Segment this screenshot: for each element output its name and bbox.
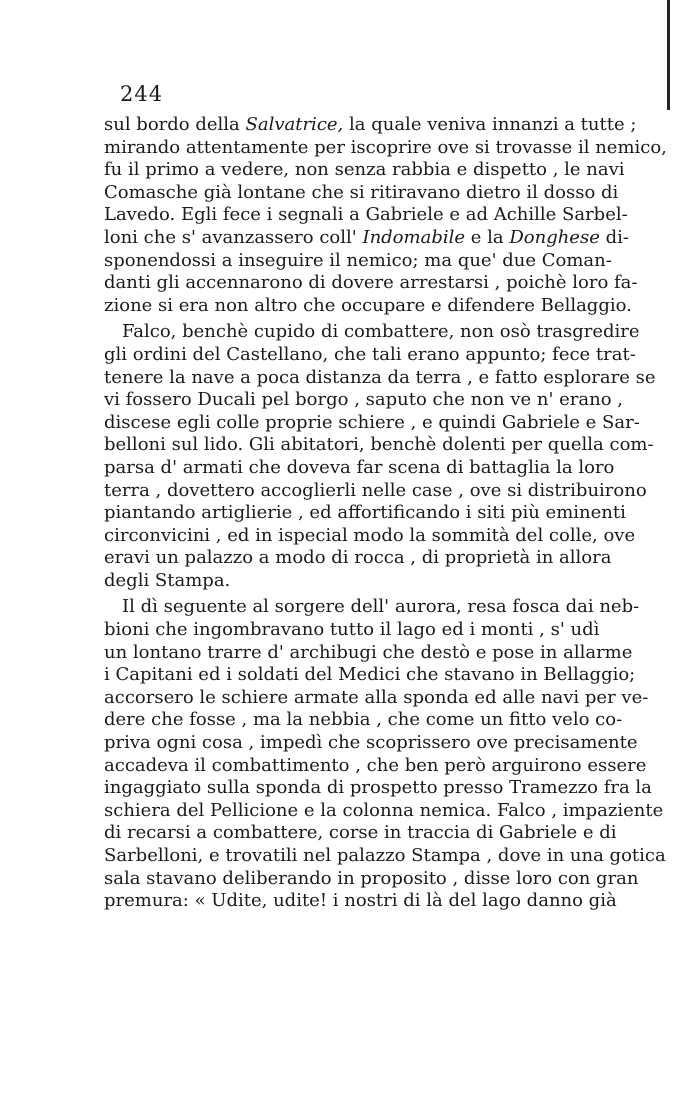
text-line: accorsero le schiere armate alla sponda ed alle navi per ve- xyxy=(104,686,649,708)
text-line: terra , dovettero accoglierli nelle case , ove si distribuirono xyxy=(104,479,647,501)
italic-ship-name: Salvatrice, xyxy=(245,114,344,135)
text-line: accadeva il combattimento , che ben però arguirono essere xyxy=(104,754,647,776)
text-line: sala stavano deliberando in proposito , disse loro con gran xyxy=(104,867,639,889)
text-line: danti gli accennarono di dovere arrestarsi , poichè loro fa- xyxy=(104,272,638,294)
text-line: belloni sul lido. Gli abitatori, benchè dolenti per quella com- xyxy=(104,434,654,456)
text-line: schiera del Pellicione e la colonna nemica. Falco , impaziente xyxy=(104,799,664,821)
text-line: Comasche già lontane che si ritiravano dietro il dosso di xyxy=(104,181,619,203)
text-line: ingaggiato sulla sponda di prospetto presso Tramezzo fra la xyxy=(104,777,652,799)
text-line: zione si era non altro che occupare e difendere Bellaggio. xyxy=(104,294,632,316)
page-number: 244 xyxy=(120,82,164,106)
text-line: parsa d' armati che doveva far scena di battaglia la loro xyxy=(104,456,615,478)
text-line: tenere la nave a poca distanza da terra , e fatto esplorare se xyxy=(104,366,656,388)
text-line: un lontano trarre d' archibugi che destò e pose in allarme xyxy=(104,641,633,663)
text-line: sponendossi a inseguire il nemico; ma que' due Coman- xyxy=(104,249,612,271)
text-line: di recarsi a combattere, corse in traccia di Gabriele e di xyxy=(104,822,617,844)
text-line: priva ogni cosa , impedì che scoprissero ove precisamente xyxy=(104,732,638,754)
text-line: fu il primo a vedere, non senza rabbia e dispetto , le navi xyxy=(104,159,625,181)
text-line: mirando attentamente per iscoprire ove si trovasse il nemico, xyxy=(104,136,667,158)
text-line: degli Stampa. xyxy=(104,569,231,591)
italic-ship-name: Indomabile xyxy=(362,226,466,248)
text-line: premura: « Udite, udite! i nostri di là del lago danno già xyxy=(104,890,617,912)
text-line: i Capitani ed i soldati del Medici che stavano in Bellaggio; xyxy=(104,664,636,686)
text-line: bioni che ingombravano tutto il lago ed i monti , s' udì xyxy=(104,619,600,641)
text-line: circonvicini , ed in ispecial modo la sommità del colle, ove xyxy=(104,524,636,546)
text-line: eravi un palazzo a modo di rocca , di proprietà in allora xyxy=(104,547,612,569)
paragraph-start-line: Il dì seguente al sorgere dell' aurora, resa fosca dai neb- xyxy=(122,596,640,618)
text-line: sul bordo della Salvatrice, la quale veniva innanzi a tutte ; xyxy=(104,114,637,135)
text-line: Sarbelloni, e trovatili nel palazzo Stampa , dove in una gotica xyxy=(104,845,666,866)
text-line: Lavedo. Egli fece i segnali a Gabriele e ad Achille Sarbel- xyxy=(104,204,628,226)
body-text xyxy=(104,114,667,913)
text-line: discese egli colle proprie schiere , e quindi Gabriele e Sar- xyxy=(104,411,640,433)
text-line: gli ordini del Castellano, che tali erano appunto; fece trat- xyxy=(104,343,636,365)
italic-ship-name: Donghese xyxy=(509,226,600,248)
text-line: dere che fosse , ma la nebbia , che come un fitto velo co- xyxy=(104,709,623,731)
text-line: vi fossero Ducali pel borgo , saputo che non ve n' erano , xyxy=(104,389,623,411)
paragraph-start-line: Falco, benchè cupido di combattere, non osò trasgredire xyxy=(122,321,640,343)
page-edge-line xyxy=(667,0,670,110)
text-line: piantando artiglierie , ed affortificando i siti più eminenti xyxy=(104,502,626,524)
text-line: loni che s' avanzassero coll' Indomabile e la Donghese di- xyxy=(104,226,629,248)
